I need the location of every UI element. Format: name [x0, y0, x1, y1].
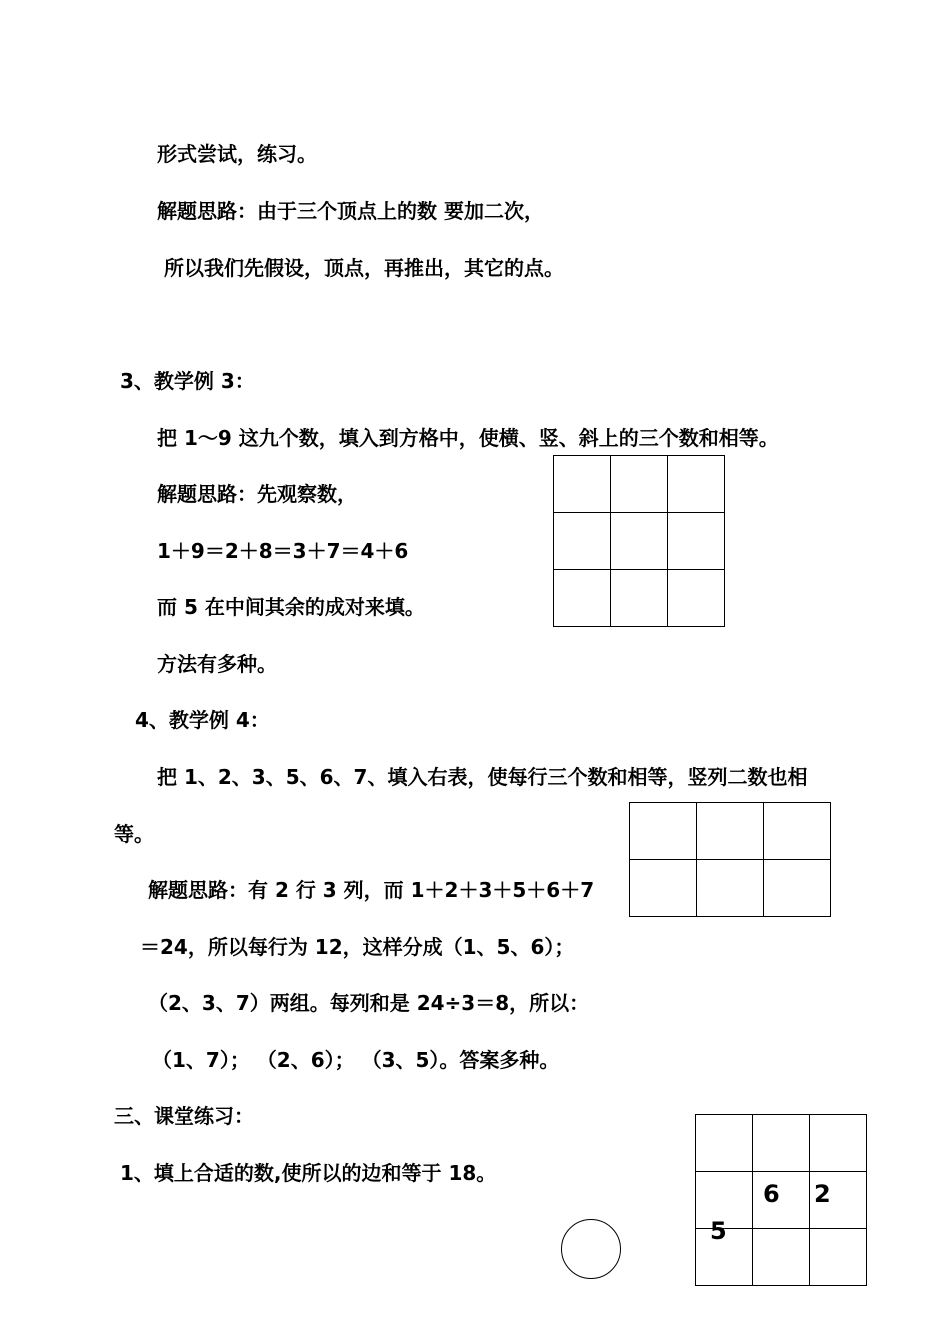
grid-cell	[668, 456, 725, 513]
example-4-calc-2: （2、3、7）两组。每列和是 24÷3＝8，所以：	[148, 991, 590, 1015]
grid-cell	[630, 860, 697, 917]
grid-cell	[697, 803, 764, 860]
grid-cell	[753, 1229, 810, 1286]
grid-cell	[810, 1229, 867, 1286]
grid-cell	[753, 1172, 810, 1229]
practice-item-1: 1、填上合适的数,使所以的边和等于 18。	[120, 1161, 497, 1185]
example-3-title: 3、教学例 3：	[120, 369, 255, 393]
text-line-2: 解题思路：由于三个顶点上的数 要加二次，	[157, 199, 544, 223]
exercise-digit-5: 5	[710, 1217, 727, 1245]
example-3-equation: 1＋9＝2＋8＝3＋7＝4＋6	[157, 539, 409, 563]
grid-cell	[554, 513, 611, 570]
grid-cell	[696, 1115, 753, 1172]
grid-cell	[697, 860, 764, 917]
exercise-digit-6: 6	[763, 1180, 780, 1208]
answer-circle	[561, 1219, 621, 1279]
grid-cell	[764, 803, 831, 860]
grid-cell	[554, 570, 611, 627]
example-4-title: 4、教学例 4：	[135, 708, 270, 732]
grid-cell	[764, 860, 831, 917]
example-4-task-end: 等。	[114, 822, 154, 846]
grid-cell	[554, 456, 611, 513]
example-3-method: 方法有多种。	[157, 652, 277, 676]
example-4-task: 把 1、2、3、5、6、7、填入右表，使每行三个数和相等，竖列二数也相	[157, 765, 808, 789]
example-4-pairs: （1、7）； （2、6）； （3、5）。答案多种。	[152, 1048, 560, 1072]
grid-cell	[630, 803, 697, 860]
magic-square-grid	[553, 455, 725, 627]
grid-cell	[611, 513, 668, 570]
grid-cell	[810, 1115, 867, 1172]
grid-cell	[668, 513, 725, 570]
grid-cell	[668, 570, 725, 627]
practice-title: 三、课堂练习：	[114, 1104, 254, 1128]
example-4-hint: 解题思路：有 2 行 3 列，而 1＋2＋3＋5＋6＋7	[148, 878, 595, 902]
exercise-grid	[695, 1114, 867, 1286]
example-3-middle: 而 5 在中间其余的成对来填。	[157, 595, 425, 619]
text-line-1: 形式尝试，练习。	[157, 142, 317, 166]
two-by-three-grid	[629, 802, 831, 917]
grid-cell	[611, 570, 668, 627]
text-line-3: 所以我们先假设，顶点，再推出，其它的点。	[164, 256, 564, 280]
example-4-calc-1: ＝24，所以每行为 12，这样分成（1、5、6）；	[140, 935, 575, 959]
example-3-hint: 解题思路：先观察数，	[157, 482, 357, 506]
grid-cell	[611, 456, 668, 513]
example-3-task: 把 1～9 这九个数，填入到方格中，使横、竖、斜上的三个数和相等。	[157, 426, 779, 450]
grid-cell	[753, 1115, 810, 1172]
exercise-digit-2: 2	[814, 1180, 831, 1208]
